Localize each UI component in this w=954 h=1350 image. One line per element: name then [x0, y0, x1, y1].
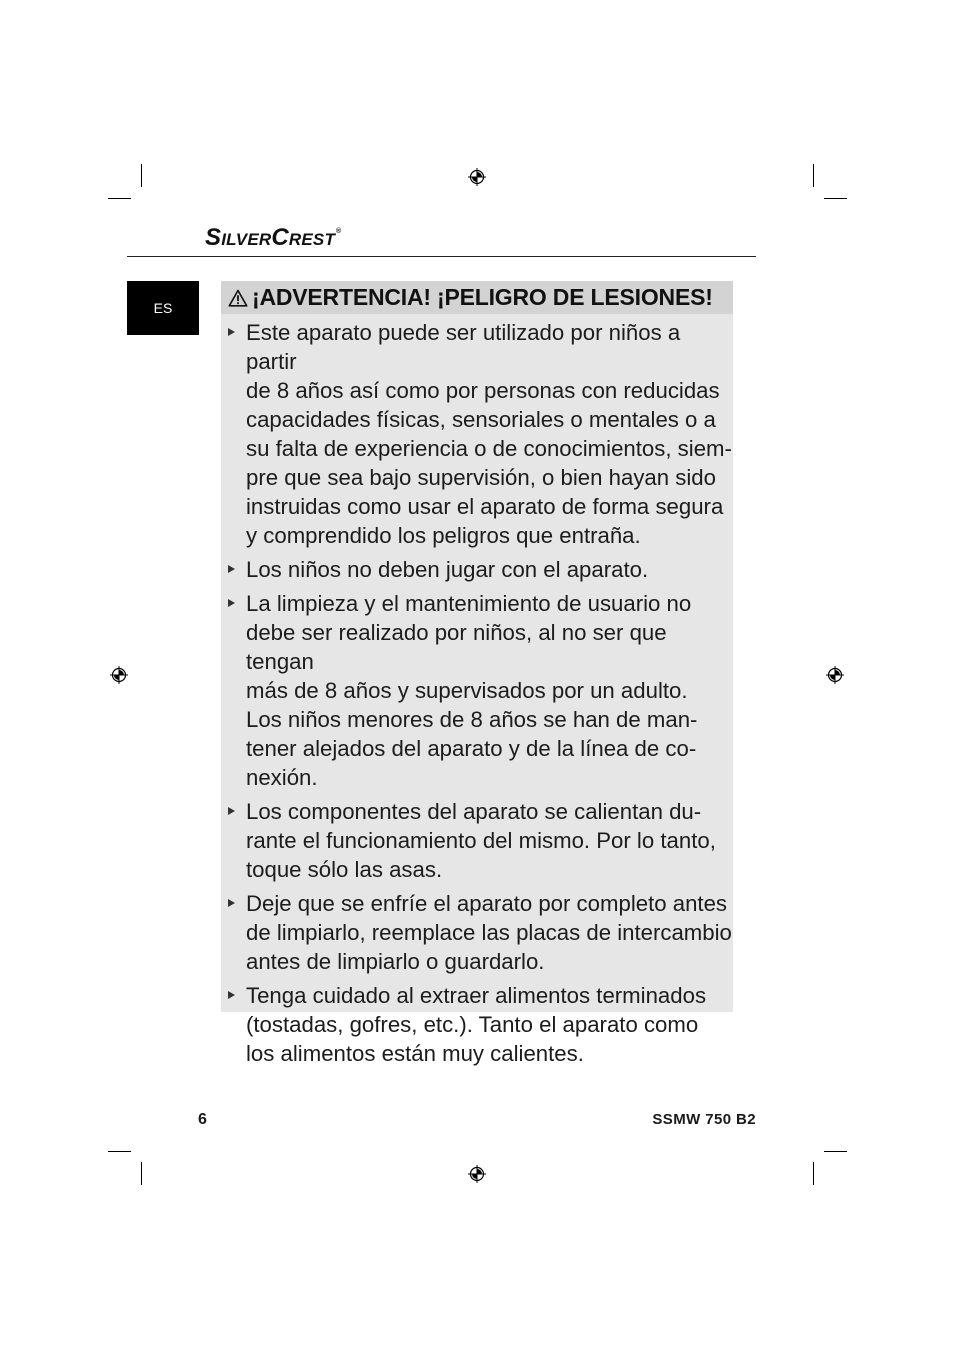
list-item: [221, 318, 733, 550]
model-number: SSMW 750 B2: [652, 1111, 756, 1128]
crop-mark-tl-h: [108, 198, 131, 199]
crop-mark-tl-v: [141, 164, 142, 187]
warning-box: [221, 281, 733, 1066]
registration-mark-icon: [826, 666, 844, 684]
list-item: [221, 555, 733, 584]
bullet-arrow-icon: [228, 899, 235, 907]
bullet-arrow-icon: [228, 599, 235, 607]
crop-mark-tr-v: [813, 164, 814, 187]
header-rule: [127, 256, 756, 257]
list-item: [221, 889, 733, 976]
brand-logo: SILVERCREST®: [205, 224, 342, 251]
bullet-arrow-icon: [228, 807, 235, 815]
bullet-arrow-icon: [228, 565, 235, 573]
list-item-text: Los niños no deben jugar con el aparato.: [246, 557, 649, 582]
list-item: [221, 589, 733, 792]
warning-title: ¡ADVERTENCIA! ¡PELIGRO DE LESIONES!: [252, 284, 713, 310]
list-item: [221, 981, 733, 1068]
crop-mark-bl-v: [141, 1162, 142, 1185]
crop-mark-br-v: [813, 1162, 814, 1185]
list-item-text: Los componentes del aparato se calientan du- rante el funcionamiento del mismo. Por lo tanto, toque sólo las asas.: [246, 799, 716, 882]
list-item-text: La limpieza y el mantenimiento de usuario no debe ser realizado por niños, al no ser que tengan más de 8 años y supervisados por un adulto. Los niños menores de 8 años se han de man- tener alejados del aparato y de la línea de co- nexión.: [246, 591, 698, 790]
list-item: [221, 797, 733, 884]
registration-mark-icon: [110, 666, 128, 684]
warning-header: [221, 281, 733, 314]
registration-mark-icon: [468, 1165, 486, 1183]
bullet-arrow-icon: [228, 328, 235, 336]
list-item-text: Este aparato puede ser utilizado por niños a partir de 8 años así como por personas con reducidas capacidades físicas, sensoriales o mentales o a su falta de experiencia o de conocimientos, siem- pre que sea bajo supervisión, o bien hayan sido instruidas como usar el aparato de forma segura y comprendido los peligros que entraña.: [246, 320, 732, 548]
warning-triangle-icon: [228, 289, 248, 307]
crop-mark-bl-h: [108, 1151, 131, 1152]
bullet-arrow-icon: [228, 991, 235, 999]
crop-mark-br-h: [824, 1151, 847, 1152]
list-item-text: Tenga cuidado al extraer alimentos terminados (tostadas, gofres, etc.). Tanto el aparato como los alimentos están muy calientes.: [246, 983, 707, 1066]
registration-mark-icon: [468, 168, 486, 186]
warning-list: [221, 318, 733, 1073]
language-tab: ES: [127, 281, 199, 335]
list-item-text: Deje que se enfríe el aparato por completo antes de limpiarlo, reemplace las placas de intercambio antes de limpiarlo o guardarlo.: [246, 891, 732, 974]
crop-mark-tr-h: [824, 198, 847, 199]
page-number: 6: [198, 1111, 207, 1128]
